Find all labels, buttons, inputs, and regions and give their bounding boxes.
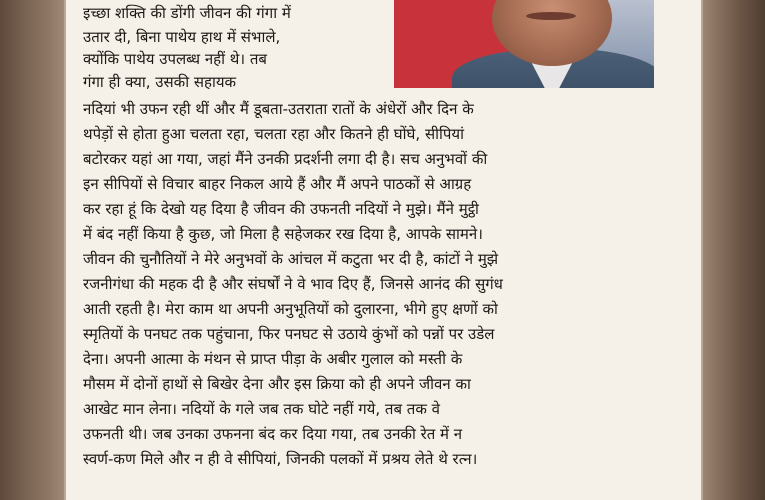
body-line: देना। अपनी आत्मा के मंथन से प्राप्त पीड़ा के अबीर गुलाल को मस्ती के bbox=[83, 350, 463, 368]
body-line: में बंद नहीं किया है कुछ, जो मिला है सहेजकर रख दिया है, आपके सामने। bbox=[83, 225, 483, 243]
body-line: बटोरकर यहां आ गया, जहां मैंने उनकी प्रदर्शनी लगा दी है। सच अनुभवों की bbox=[83, 150, 488, 168]
intro-line: क्योंकि पाथेय उपलब्ध नहीं थे। तब bbox=[83, 50, 267, 68]
body-line: इन सीपियों से विचार बाहर निकल आये हैं और मैं अपने पाठकों से आग्रह bbox=[83, 175, 472, 193]
body-line: रजनीगंधा की महक दी है और संघर्षों ने वे भाव दिए हैं, जिनसे आनंद की सुगंध bbox=[83, 275, 503, 293]
left-wood-border bbox=[0, 0, 64, 500]
article-page bbox=[64, 0, 703, 500]
body-line: आती रहती है। मेरा काम था अपनी अनुभूतियों को दुलारना, भीगे हुए क्षणों को bbox=[83, 300, 498, 318]
author-photo bbox=[394, 0, 654, 88]
body-line: आखेट मान लेना। नदियों के गले जब तक घोटे नहीं गये, तब तक वे bbox=[83, 400, 440, 418]
body-line: थपेड़ों से होता हुआ चलता रहा, चलता रहा और कितने ही घोंघे, सीपियां bbox=[83, 125, 464, 143]
intro-line: उतार दी, बिना पाथेय हाथ में संभाले, bbox=[83, 28, 281, 46]
body-line: नदियां भी उफन रही थीं और मैं डूबता-उतराता रातों के अंधेरों और दिन के bbox=[83, 100, 474, 118]
intro-line: इच्छा शक्ति की डोंगी जीवन की गंगा में bbox=[83, 4, 291, 22]
body-line: उफनती थी। जब उनका उफनना बंद कर दिया गया, तब उनकी रेत में न bbox=[83, 425, 463, 443]
body-line: मौसम में दोनों हाथों से बिखेर देना और इस क्रिया को ही अपने जीवन का bbox=[83, 375, 471, 393]
body-line: स्वर्ण-कण मिले और न ही वे सीपियां, जिनकी पलकों में प्रश्रय लेते थे रत्न। bbox=[83, 450, 478, 468]
body-line: जीवन की चुनौतियों ने मेरे अनुभवों के आंचल में कटुता भर दी है, कांटों ने मुझे bbox=[83, 250, 499, 268]
body-line: स्मृतियों के पनघट तक पहुंचाना, फिर पनघट से उठाये कुंभों को पन्नों पर उडेल bbox=[83, 325, 495, 343]
body-line: कर रहा हूं कि देखो यह दिया है जीवन की उफनती नदियों ने मुझे। मैंने मुट्ठी bbox=[83, 200, 479, 218]
intro-line: गंगा ही क्या, उसकी सहायक bbox=[83, 73, 237, 91]
right-wood-border bbox=[703, 0, 765, 500]
